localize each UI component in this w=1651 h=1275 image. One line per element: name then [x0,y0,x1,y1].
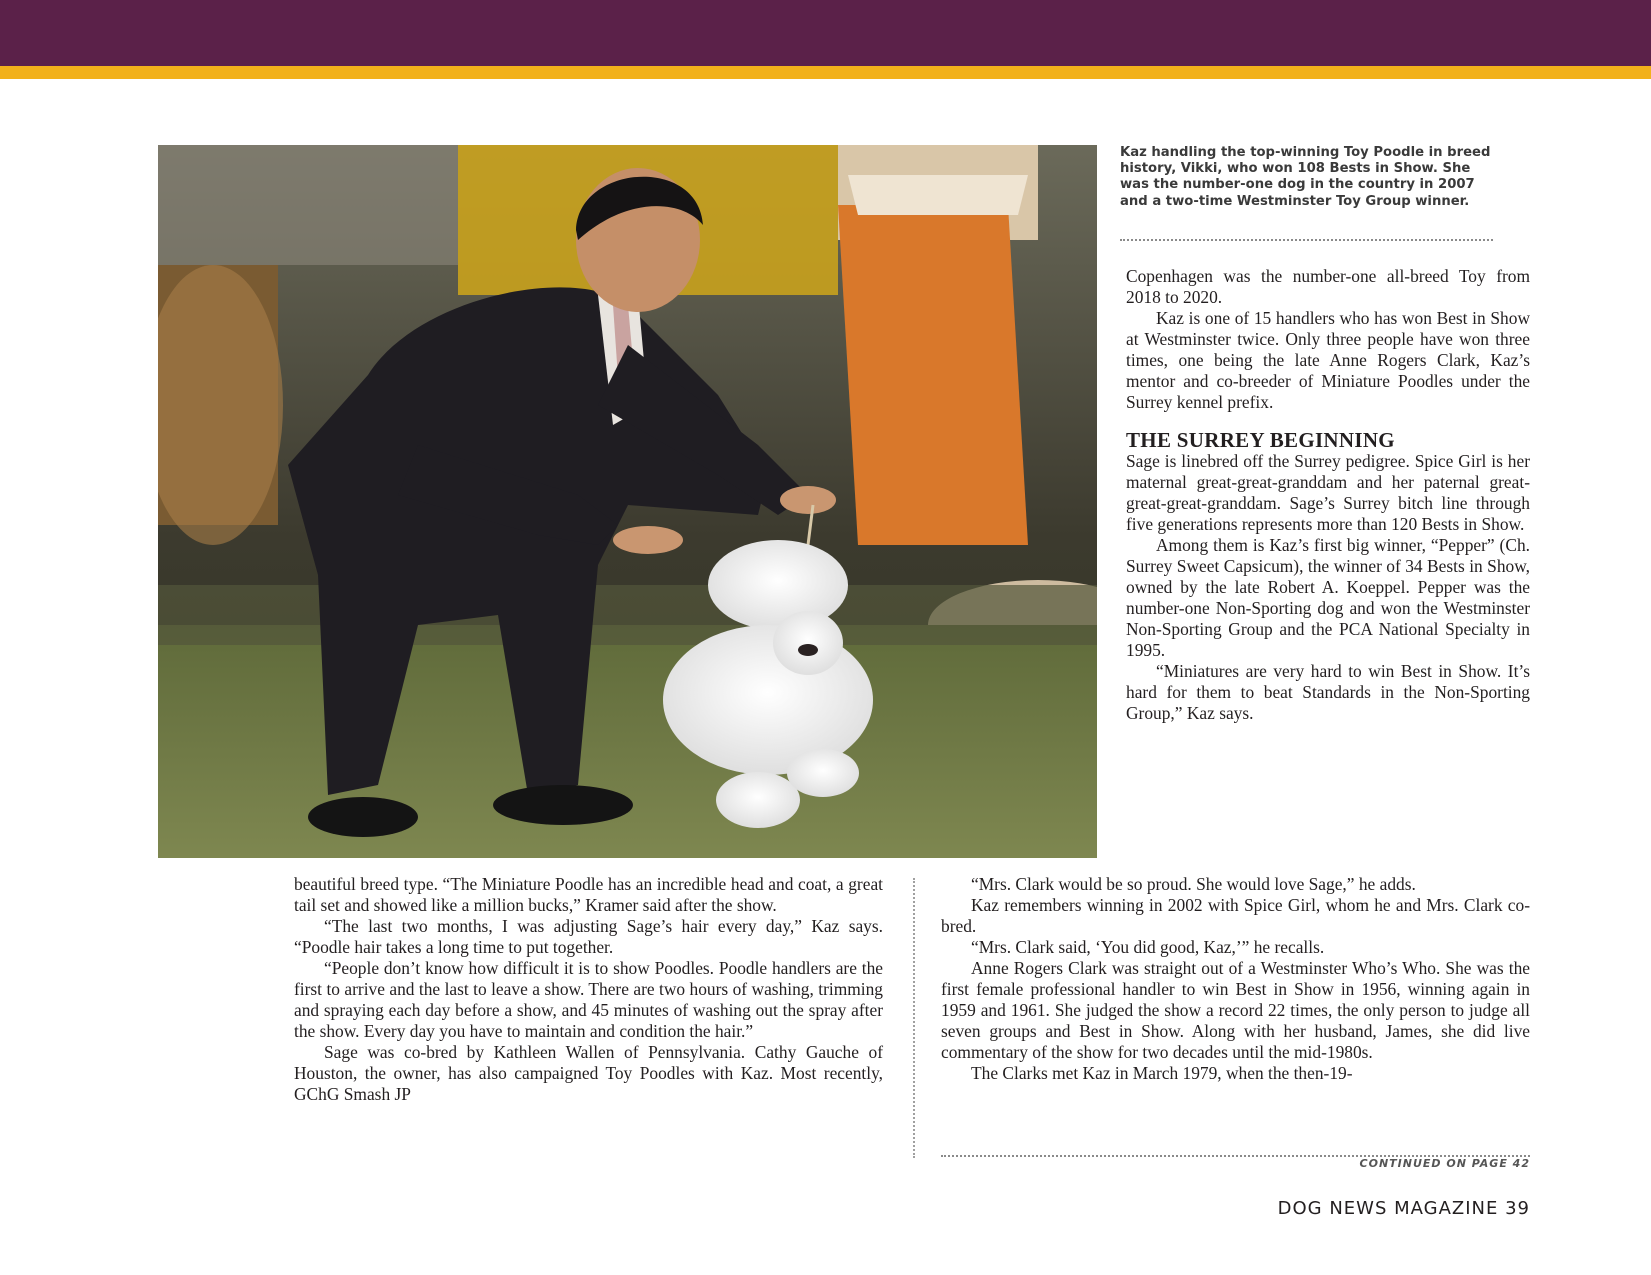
paragraph: Copenhagen was the number-one all-breed Toy from 2018 to 2020. [1126,266,1530,307]
section-heading: THE SURREY BEGINNING [1126,428,1395,452]
photo-caption: Kaz handling the top-winning Toy Poodle in breed history, Vikki, who won 108 Bests in Show. She was the number-one dog in the country in 2007 and a two-time Westminster Toy Group winner. [1120,145,1491,209]
page-footer: DOG NEWS MAGAZINE 39 [1277,1198,1530,1219]
article-photo [158,145,1097,858]
right-column [1126,266,1530,724]
paragraph: Kaz is one of 15 handlers who has won Best in Show at Westminster twice. Only three people have won three times, one being the late Anne Rogers Clark, Kaz’s mentor and co-breeder of Miniature Poodles under the Surrey kennel prefix. [1126,308,1530,412]
caption-divider [1120,239,1493,241]
bottom-right-column [941,874,1530,1084]
paragraph: Among them is Kaz’s first big winner, “Pepper” (Ch. Surrey Sweet Capsicum), the winner of 34 Bests in Show, owned by the late Robert A. Koeppel. Pepper was the number-one Non-Sporting dog and won the Westminster Non-Sporting Group and the PCA National Specialty in 1995. [1126,535,1530,660]
continued-note: CONTINUED ON PAGE 42 [1359,1157,1530,1170]
header-gold-stripe [0,66,1651,79]
paragraph: “Mrs. Clark said, ‘You did good, Kaz,’” he recalls. [971,937,1325,957]
paragraph: “People don’t know how difficult it is to show Poodles. Poodle handlers are the first to arrive and the last to leave a show. There are two hours of washing, trimming and spraying each day before a show, and 45 minutes of washing out the spray after the show. Every day you have to maintain and condition the hair.” [294,958,883,1041]
paragraph: Sage is linebred off the Surrey pedigree. Spice Girl is her maternal great-great-granddam and her paternal great-great-great-granddam. Sage’s Surrey bitch line through five generations represents more than 120 Bests in Show. [1126,451,1530,534]
paragraph: Sage was co-bred by Kathleen Wallen of Pennsylvania. Cathy Gauche of Houston, the owner, has also campaigned Toy Poodles with Kaz. Most recently, GChG Smash JP [294,1042,883,1104]
paragraph: Anne Rogers Clark was straight out of a Westminster Who’s Who. She was the first female professional handler to win Best in Show in 1956, winning again in 1959 and 1961. She judged the show a record 22 times, the only person to judge all seven groups and Best in Show. Along with her husband, James, she did live commentary of the show for two decades until the mid-1980s. [941,958,1530,1062]
paragraph: beautiful breed type. “The Miniature Poodle has an incredible head and coat, a great tail set and showed like a million bucks,” Kramer said after the show. [294,874,883,915]
bottom-left-column [294,874,883,1105]
paragraph: “Miniatures are very hard to win Best in Show. It’s hard for them to beat Standards in the Non-Sporting Group,” Kaz says. [1126,661,1530,723]
paragraph: “Mrs. Clark would be so proud. She would love Sage,” he adds. [971,874,1416,894]
column-divider [913,878,915,1158]
paragraph: Kaz remembers winning in 2002 with Spice Girl, whom he and Mrs. Clark co-bred. [941,895,1530,936]
paragraph: “The last two months, I was adjusting Sage’s hair every day,” Kaz says. “Poodle hair takes a long time to put together. [294,916,883,957]
header-purple-band [0,0,1651,66]
paragraph: The Clarks met Kaz in March 1979, when the then-19- [971,1063,1353,1083]
